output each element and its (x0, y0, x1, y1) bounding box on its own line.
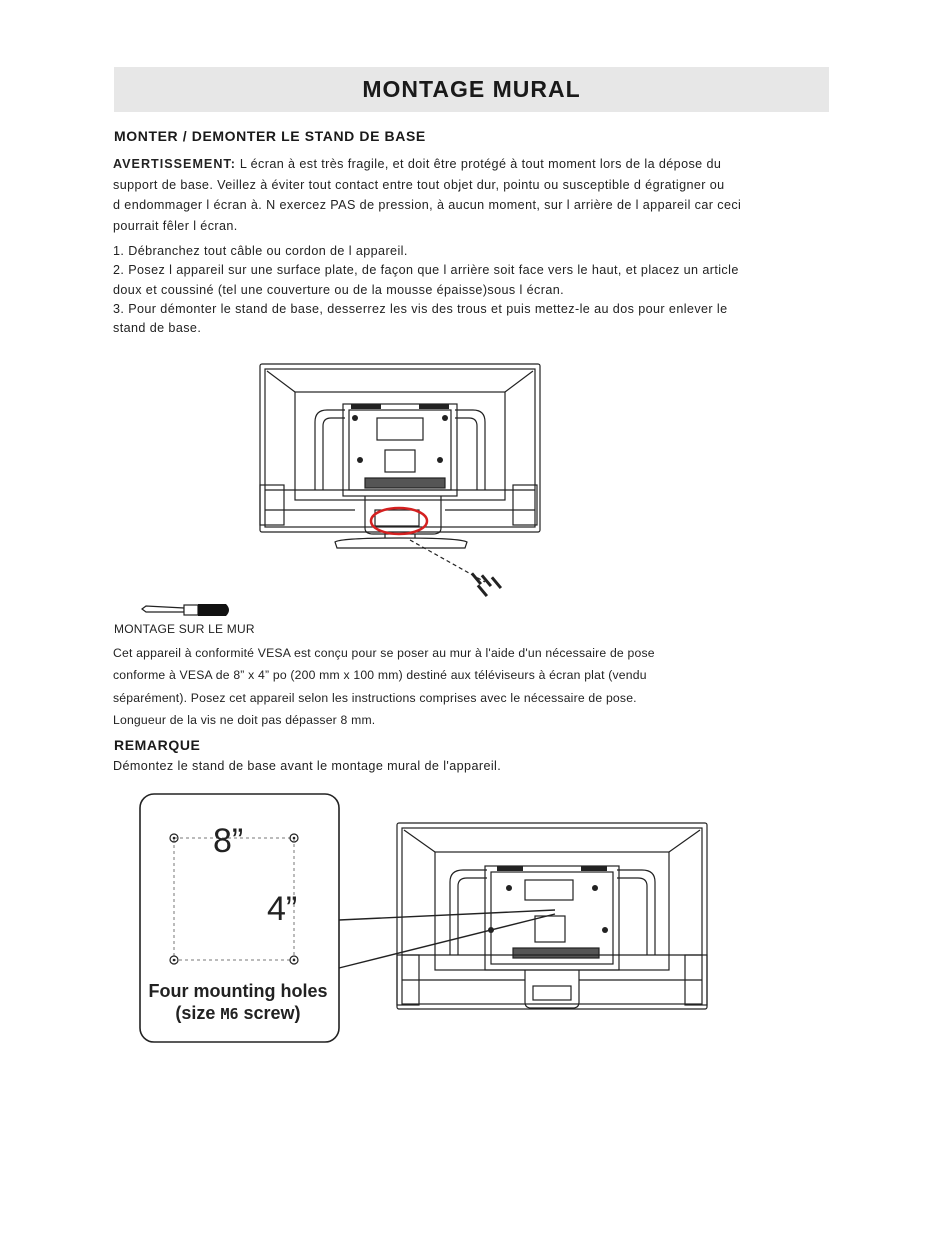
warning-line-2: support de base. Veillez à éviter tout contact entre tout objet dur, pointu ou susceptible d égratigner ou (113, 177, 725, 192)
remark-heading: REMARQUE (114, 737, 201, 753)
vesa-diagram (135, 790, 735, 1050)
warning-line-1: L écran à est très fragile, et doit être protégé à tout moment lors de la dépose du (235, 157, 722, 171)
caption-line-2-post: screw) (238, 1003, 301, 1023)
caption-line-1: Four mounting holes (148, 981, 328, 1001)
wall-mount-heading: MONTAGE SUR LE MUR (114, 622, 255, 636)
dim-width-label: 8” (213, 822, 244, 860)
vesa-line-3: séparément). Posez cet appareil selon les instructions comprises avec le nécessaire de pose. (113, 690, 637, 705)
title-banner (114, 67, 829, 112)
caption-line-2 (175, 1003, 300, 1023)
tv-back-stand-illustration (255, 360, 545, 600)
vesa-line-2: conforme à VESA de 8” x 4” po (200 mm x 100 mm) destiné aux téléviseurs à écran plat (vendu (113, 668, 647, 683)
step-2b: doux et coussiné (tel une couverture ou de la mousse épaisse)sous l écran. (113, 282, 565, 297)
vesa-line-1: Cet appareil à conformité VESA est conçu pour se poser au mur à l'aide d'un nécessaire de pose (113, 646, 655, 660)
steps-list (113, 242, 813, 338)
step-1: 1. Débranchez tout câble ou cordon de l appareil. (113, 244, 408, 258)
warning-line-4: pourrait fêler l écran. (113, 218, 238, 233)
step-2a: 2. Posez l appareil sur une surface plate, de façon que l arrière soit face vers le haut, et placez un article (113, 263, 739, 278)
dim-height-label: 4” (267, 890, 298, 928)
remark-text: Démontez le stand de base avant le montage mural de l'appareil. (113, 759, 502, 773)
screwdriver-icon (140, 600, 235, 620)
step-3a: 3. Pour démonter le stand de base, desserrez les vis des trous et puis mettez-le au dos pour enlever le (113, 301, 728, 316)
vesa-line-4: Longueur de la vis ne doit pas dépasser 8 mm. (113, 713, 376, 728)
warning-line-3: d endommager l écran à. N exercez PAS de pression, à aucun moment, sur l arrière de l appareil car ceci (113, 198, 742, 212)
vesa-paragraph (113, 642, 753, 732)
caption-line-2-pre: (size (175, 1003, 221, 1023)
step-3b: stand de base. (113, 321, 202, 336)
section-heading: MONTER / DEMONTER LE STAND DE BASE (114, 128, 426, 144)
warning-label: AVERTISSEMENT: (113, 157, 236, 171)
caption-line-2-code: M6 (220, 1005, 239, 1023)
warning-paragraph (113, 154, 813, 236)
page-title: MONTAGE MURAL (362, 76, 581, 102)
